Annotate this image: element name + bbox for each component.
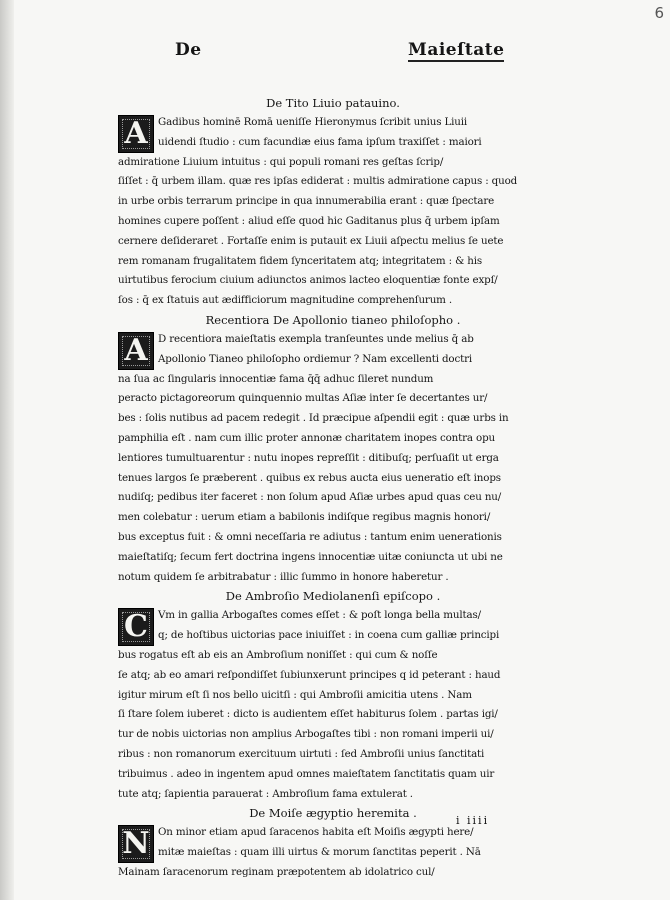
text-line: peracto pictagoreorum quinquennio multas Aſiæ inter ſe decertantes ur/ <box>118 392 488 405</box>
text-line: tenues largos ſe præberent . quibus ex rebus aucta eius ueneratio eſt inops <box>118 471 501 484</box>
text-line: uidendi ſtudio : cum facundiæ eius fama ipſum traxiſſet : maiori <box>158 135 482 148</box>
text-line: lentiores tumultuarentur : nutu inopes repreſſit : ditibuſq; perſuaſit ut erga <box>118 451 499 464</box>
text-line: bus exceptus fuit : & omni neceſſaria re adiutus : tantum enim uenerationis <box>118 530 502 543</box>
binding-shadow <box>0 0 14 900</box>
text-line: q; de hoſtibus uictorias pace iniuiſſet : in coena cum galliæ principi <box>158 629 500 642</box>
text-line: maieſtatiſq; ſecum fert doctrina ingens innocentiæ uitæ coniuncta ut ubi ne <box>118 550 503 563</box>
section-heading: Recentiora De Apollonio tianeo philoſopho . <box>205 312 461 327</box>
text-line: rem romanam frugalitatem fidem ſynceritatem atq; integritatem : & his <box>118 254 482 267</box>
text-line: uirtutibus ferocium ciuium adiunctos animos lacteo eloquentiæ fonte expſ/ <box>118 274 498 287</box>
text-line: ſe atq; ab eo amari reſpondiſſet ſubiunxerunt principes q id peterant : haud <box>118 668 501 681</box>
initial-letter: N <box>122 826 150 862</box>
text-line: tute atq; ſapientia parauerat : Ambroſium fama extulerat . <box>118 787 413 800</box>
text-line: in urbe orbis terrarum principe in qua innumerabilia erant : quæ ſpectare <box>118 195 495 208</box>
text-line: ſos : q̄ ex ſtatuis aut ædifficiorum magnitudine comprehenſurum . <box>118 294 453 307</box>
text-column <box>118 94 548 883</box>
text-line: notum quidem ſe arbitrabatur : illic ſummo in honore haberetur . <box>118 570 449 583</box>
section-paragraph <box>118 330 548 587</box>
folio-number: 6 <box>654 4 664 22</box>
initial-letter: A <box>124 332 148 368</box>
text-line: nudiſq; pedibus iter faceret : non ſolum apud Aſiæ urbes apud quas ceu nu/ <box>118 491 502 504</box>
text-line: Apollonio Tianeo philoſopho ordiemur ? Nam excellenti doctri <box>158 352 472 365</box>
decorated-initial <box>118 825 154 863</box>
text-line: On minor etiam apud ſaracenos habita eſt Moiſis ægypti here/ <box>158 826 474 839</box>
section-heading: De Moiſe ægyptio heremita . <box>249 806 417 821</box>
initial-letter: C <box>124 609 148 645</box>
text-line: Vm in gallia Arbogaſtes comes eſſet : & poſt longa bella multas/ <box>158 609 481 622</box>
running-head-left: De <box>175 40 202 60</box>
decorated-initial <box>118 608 154 646</box>
text-line: ſiſſet : q̄ urbem illam. quæ res ipſas ediderat : multis admiratione capus : quod <box>118 175 518 188</box>
text-line: ſi ſtare ſolem iuberet : dicto is audientem eſſet habiturus ſolem . partas igi/ <box>118 708 498 721</box>
text-line: Mainam ſaracenorum reginam præpotentem ab idolatrico cul/ <box>118 865 435 878</box>
running-head-right <box>408 40 504 60</box>
section-paragraph <box>118 823 548 882</box>
section-paragraph <box>118 113 548 311</box>
initial-letter: A <box>124 116 148 151</box>
text-line: bus rogatus eſt ab eis an Ambroſium noniſſet : qui cum & noſſe <box>118 648 438 661</box>
running-head-right-text: Maieſtate <box>408 40 505 60</box>
section-paragraph <box>118 606 548 804</box>
text-line: homines cupere poſſent : aliud eſſe quod hic Gaditanus plus q̄ urbem ipſam <box>118 214 500 227</box>
section-heading: De Ambroſio Mediolanenſi epiſcopo . <box>225 589 441 604</box>
text-line: ribus : non romanorum exercituum uirtuti : ſed Ambroſii unius ſanctitati <box>118 747 485 760</box>
text-line: pamphilia eſt . nam cum illic proter annonæ charitatem inopes contra opu <box>118 431 496 444</box>
section-heading: De Tito Liuio patauino. <box>266 96 400 110</box>
text-line: D recentiora maieſtatis exempla tranſeuntes unde melius q̄ ab <box>158 332 474 345</box>
text-line: Gadibus hominē Romā ueniſſe Hieronymus ſcribit unius Liuii <box>158 116 468 128</box>
text-line: tur de nobis uictorias non amplius Arbogaſtes tibi : non romani imperii ui/ <box>118 728 494 741</box>
text-line: igitur mirum eſt ſi nos bello uicitſi : qui Ambroſii amicitia utens . Nam <box>118 688 472 701</box>
text-line: tribuimus . adeo in ingentem apud omnes maieſtatem ſanctitatis quam uir <box>118 767 495 780</box>
text-line: admiratione Liuium intuitus : qui populi romani res geſtas ſcrip/ <box>118 155 444 168</box>
text-line: cernere deſideraret . Fortaſſe enim is putauit ex Liuii aſpectu melius ſe uete <box>118 234 504 247</box>
decorated-initial <box>118 332 154 370</box>
text-line: men colebatur : uerum etiam a babilonis indiſque regibus magnis honori/ <box>118 511 491 524</box>
text-line: bes : ſolis nutibus ad pacem redegit . Id præcipue aſpendii egit : quæ urbs in <box>118 412 509 425</box>
decorated-initial <box>118 115 154 153</box>
text-line: na ſua ac ſingularis innocentiæ fama q̄q̄ adhuc ſileret nundum <box>118 372 434 385</box>
signature-mark: i iiii <box>456 814 490 827</box>
text-line: mitæ maieſtas : quam illi uirtus & morum ſanctitas peperit . Nā <box>158 846 481 859</box>
